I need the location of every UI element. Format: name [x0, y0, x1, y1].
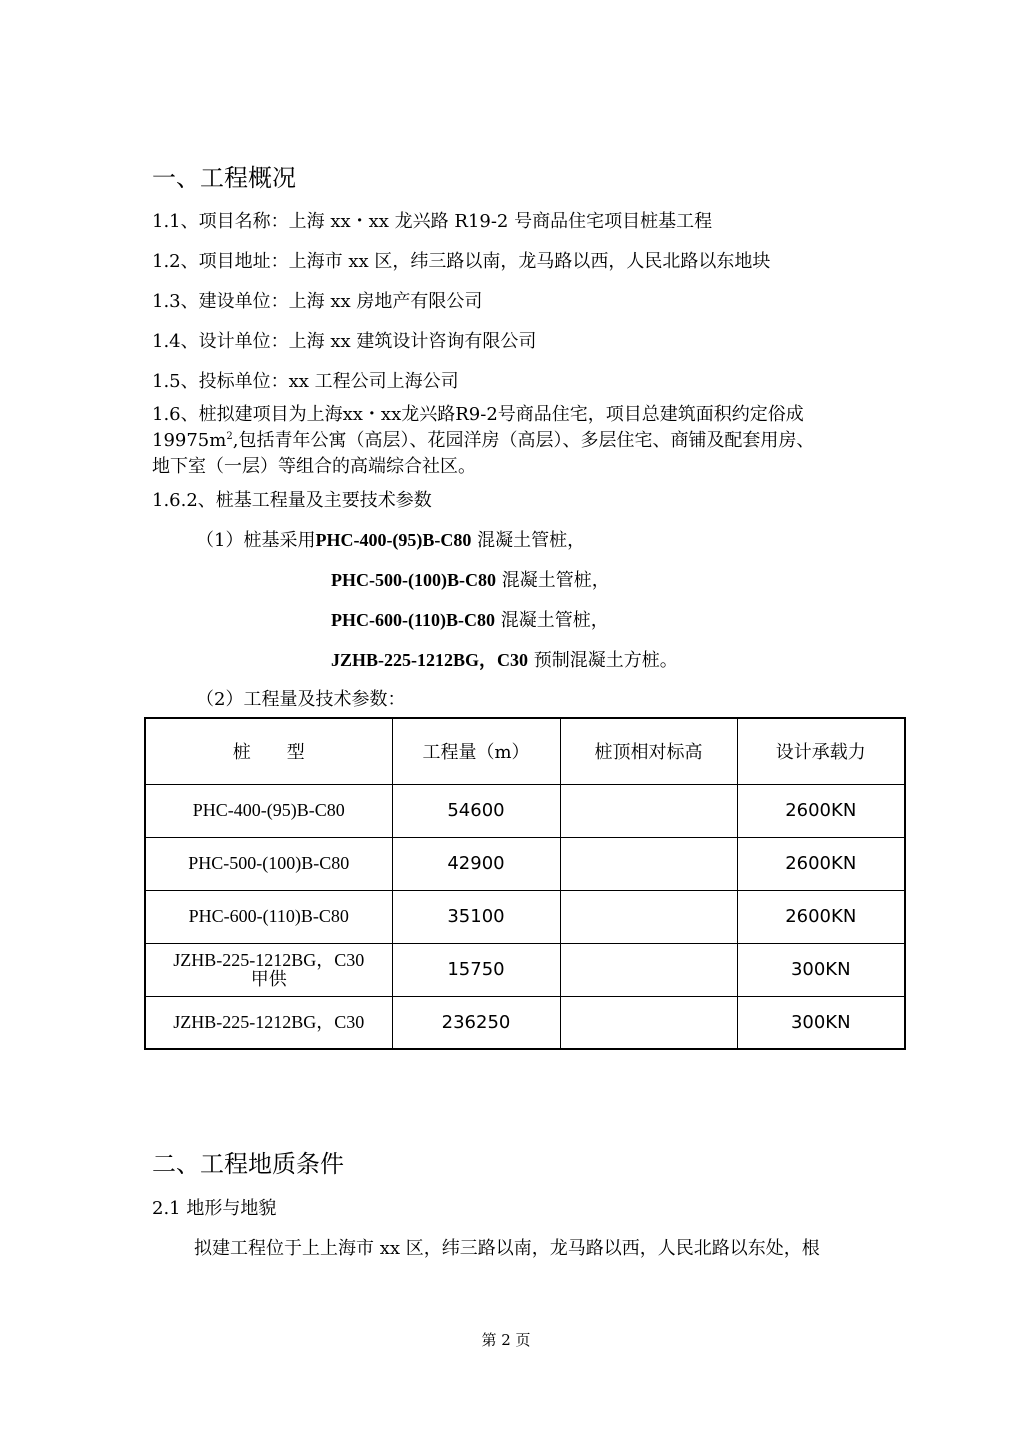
pile-type-line-1: （1）桩基采用PHC-400-(95)B-C80 混凝土管桩，: [196, 530, 586, 551]
table-row: [145, 996, 905, 1049]
cell-pile-type: JZHB-225-1212BG，C30: [145, 996, 392, 1049]
table-header-row: [145, 718, 905, 784]
cell-elevation: [560, 996, 737, 1049]
header-elevation: 桩顶相对标高: [560, 718, 737, 784]
cell-quantity: 236250: [392, 996, 560, 1049]
cell-elevation: [560, 943, 737, 996]
cell-quantity: 35100: [392, 890, 560, 943]
cell-quantity: 15750: [392, 943, 560, 996]
pile-params-table: [144, 717, 906, 1050]
cell-elevation: [560, 837, 737, 890]
cell-pile-type: [145, 943, 392, 996]
header-capacity: 设计承载力: [737, 718, 905, 784]
cell-pile-type-line2: 甲供: [250, 968, 287, 990]
item-1-4: 1.4、设计单位：上海 xx 建筑设计咨询有限公司: [152, 331, 537, 352]
cell-capacity: 2600KN: [737, 837, 905, 890]
item-1-6-line2: $19975m^2$,包括青年公寓（高层）、花园洋房（高层）、多层住宅、商铺及配套用房、: [152, 430, 815, 451]
page-footer: 第 2 页: [481, 1331, 531, 1349]
section2-subheading: 2.1 地形与地貌: [152, 1198, 277, 1219]
item-1-1: 1.1、项目名称：上海 xx・xx 龙兴路 R19-2 号商品住宅项目桩基工程: [152, 211, 713, 232]
table-row: [145, 837, 905, 890]
cell-capacity: 300KN: [737, 996, 905, 1049]
section1-heading: 一、工程概况: [152, 164, 296, 192]
pile-type-line-3: PHC-600-(110)B-C80 混凝土管桩，: [331, 610, 609, 631]
cell-capacity: 2600KN: [737, 890, 905, 943]
cell-capacity: 300KN: [737, 943, 905, 996]
cell-elevation: [560, 890, 737, 943]
item-1-5: 1.5、投标单位：xx 工程公司上海公司: [152, 371, 459, 392]
item-1-3: 1.3、建设单位：上海 xx 房地产有限公司: [152, 291, 483, 312]
item-1-6-2: 1.6.2、桩基工程量及主要技术参数: [152, 490, 432, 511]
params-intro: （2）工程量及技术参数：: [196, 689, 406, 710]
cell-quantity: 54600: [392, 784, 560, 837]
cell-pile-type-line1: JZHB-225-1212BG，C30: [173, 949, 365, 970]
cell-pile-type: PHC-600-(110)B-C80: [145, 890, 392, 943]
pile-type-line-4: JZHB-225-1212BG，C30 预制混凝土方桩。: [331, 650, 678, 671]
cell-quantity: 42900: [392, 837, 560, 890]
cell-pile-type: PHC-400-(95)B-C80: [145, 784, 392, 837]
section2-heading: 二、工程地质条件: [152, 1150, 344, 1178]
table-row: [145, 784, 905, 837]
table-row: [145, 890, 905, 943]
header-pile-type: 桩 型: [145, 718, 392, 784]
item-1-6-line3: 地下室（一层）等组合的高端综合社区。: [152, 456, 476, 477]
section2-paragraph: 拟建工程位于上上海市 xx 区，纬三路以南，龙马路以西，人民北路以东处，根: [194, 1238, 820, 1259]
cell-capacity: 2600KN: [737, 784, 905, 837]
item-1-2: 1.2、项目地址：上海市 xx 区，纬三路以南，龙马路以西，人民北路以东地块: [152, 251, 771, 272]
table-row: [145, 943, 905, 996]
pile-type-line-2: PHC-500-(100)B-C80 混凝土管桩，: [331, 570, 610, 591]
cell-pile-type: PHC-500-(100)B-C80: [145, 837, 392, 890]
cell-elevation: [560, 784, 737, 837]
header-quantity: 工程量（m）: [392, 718, 560, 784]
item-1-6-line1: 1.6、桩拟建项目为上海xx・xx龙兴路R9-2号商品住宅，项目总建筑面积约定俗成: [152, 404, 804, 425]
